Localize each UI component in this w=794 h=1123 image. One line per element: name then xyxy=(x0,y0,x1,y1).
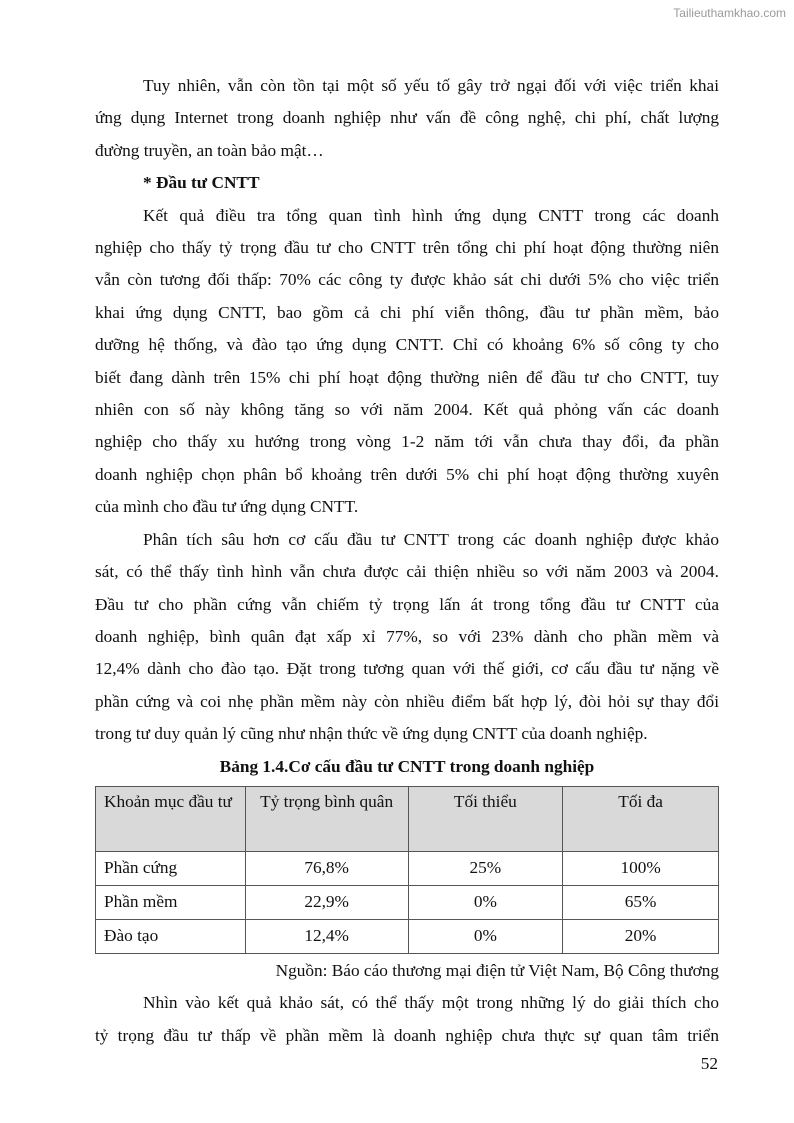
text-line: sát, có thể thấy tình hình vẫn chưa được cải thiện nhiều so với năm 2003 và 2004. xyxy=(95,562,719,582)
table-cell: 12,4% xyxy=(245,919,408,953)
text-line: Phân tích sâu hơn cơ cấu đầu tư CNTT trong các doanh nghiệp được khảo xyxy=(143,529,719,549)
header-cell: Tỷ trọng bình quân xyxy=(245,786,408,851)
text-line: tỷ trọng đầu tư thấp về phần mềm là doanh nghiệp chưa thực sự quan tâm triển xyxy=(95,1025,719,1045)
table-cell: Đào tạo xyxy=(96,919,246,953)
table-cell: Phần mềm xyxy=(96,885,246,919)
header-cell: Tối đa xyxy=(563,786,719,851)
table-source: Nguồn: Báo cáo thương mại điện tử Việt Nam, Bộ Công thương xyxy=(275,960,719,980)
text-line: vẫn còn tương đối thấp: 70% các công ty được khảo sát chi dưới 5% cho việc triển xyxy=(95,270,719,290)
section-heading: * Đầu tư CNTT xyxy=(143,173,260,193)
table-cell: 20% xyxy=(563,919,719,953)
table-row xyxy=(96,851,719,885)
table-cell: 25% xyxy=(408,851,563,885)
table-cell: Phần cứng xyxy=(96,851,246,885)
text-line: doanh nghiệp, bình quân đạt xấp xỉ 77%, so với 23% dành cho phần mềm và xyxy=(95,626,719,646)
text-line: đường truyền, an toàn bảo mật… xyxy=(95,140,324,160)
text-line: doanh nghiệp chọn phân bổ khoảng trên dưới 5% chi phí hoạt động thường xuyên xyxy=(95,464,719,484)
text-line: 12,4% dành cho đào tạo. Đặt trong tương quan với thế giới, cơ cấu đầu tư nặng về xyxy=(95,659,719,679)
text-line: nghiệp cho thấy tỷ trọng đầu tư cho CNTT trên tổng chi phí hoạt động thường niên xyxy=(95,238,719,258)
text-line: Kết quả điều tra tổng quan tình hình ứng dụng CNTT trong các doanh xyxy=(143,205,719,225)
paragraph-4 xyxy=(95,987,719,1052)
table-title: Bảng 1.4.Cơ cấu đầu tư CNTT trong doanh nghiệp xyxy=(219,756,595,776)
text-line: Nhìn vào kết quả khảo sát, có thể thấy một trong những lý do giải thích cho xyxy=(143,993,719,1013)
investment-table xyxy=(95,786,719,954)
text-line: ứng dụng Internet trong doanh nghiệp như vấn đề công nghệ, chi phí, chất lượng xyxy=(95,108,719,128)
text-line: Đầu tư cho phần cứng vẫn chiếm tỷ trọng lấn át trong tổng đầu tư CNTT của xyxy=(95,594,719,614)
text-line: biết đang dành trên 15% chi phí hoạt động thường niên để đầu tư cho CNTT, tuy xyxy=(95,367,719,387)
table-cell: 0% xyxy=(408,885,563,919)
table-row xyxy=(96,885,719,919)
text-line: khai ứng dụng CNTT, bao gồm cả chi phí viễn thông, đầu tư phần mềm, bảo xyxy=(95,302,719,322)
text-line: nghiệp cho thấy xu hướng trong vòng 1-2 năm tới vẫn chưa thay đổi, đa phần xyxy=(95,432,719,452)
text-line: dưỡng hệ thống, và đào tạo ứng dụng CNTT. Chỉ có khoảng 6% số công ty cho xyxy=(95,335,719,355)
text-line: trong tư duy quản lý cũng như nhận thức về ứng dụng CNTT của doanh nghiệp. xyxy=(95,724,648,744)
table-cell: 100% xyxy=(563,851,719,885)
text-line: nhiên con số này không tăng so với năm 2004. Kết quả phỏng vấn các doanh xyxy=(95,400,719,420)
paragraph-3 xyxy=(95,524,719,751)
table-cell: 76,8% xyxy=(245,851,408,885)
header-cell: Khoản mục đầu tư xyxy=(96,786,246,851)
paragraph-2 xyxy=(95,200,719,524)
watermark: Tailieuthamkhao.com xyxy=(673,6,786,20)
table-cell: 22,9% xyxy=(245,885,408,919)
page-number: 52 xyxy=(700,1054,718,1073)
paragraph-1 xyxy=(95,70,719,167)
document-body xyxy=(95,70,719,1052)
table-row xyxy=(96,919,719,953)
table-cell: 65% xyxy=(563,885,719,919)
text-line: của mình cho đầu tư ứng dụng CNTT. xyxy=(95,497,359,517)
header-cell: Tối thiểu xyxy=(408,786,563,851)
table-cell: 0% xyxy=(408,919,563,953)
table-header-row xyxy=(96,786,719,851)
text-line: Tuy nhiên, vẫn còn tồn tại một số yếu tố gây trở ngại đối với việc triển khai xyxy=(143,76,719,95)
text-line: phần cứng và coi nhẹ phần mềm này còn nhiều điểm bất hợp lý, đòi hỏi sự thay đổi xyxy=(95,691,719,711)
